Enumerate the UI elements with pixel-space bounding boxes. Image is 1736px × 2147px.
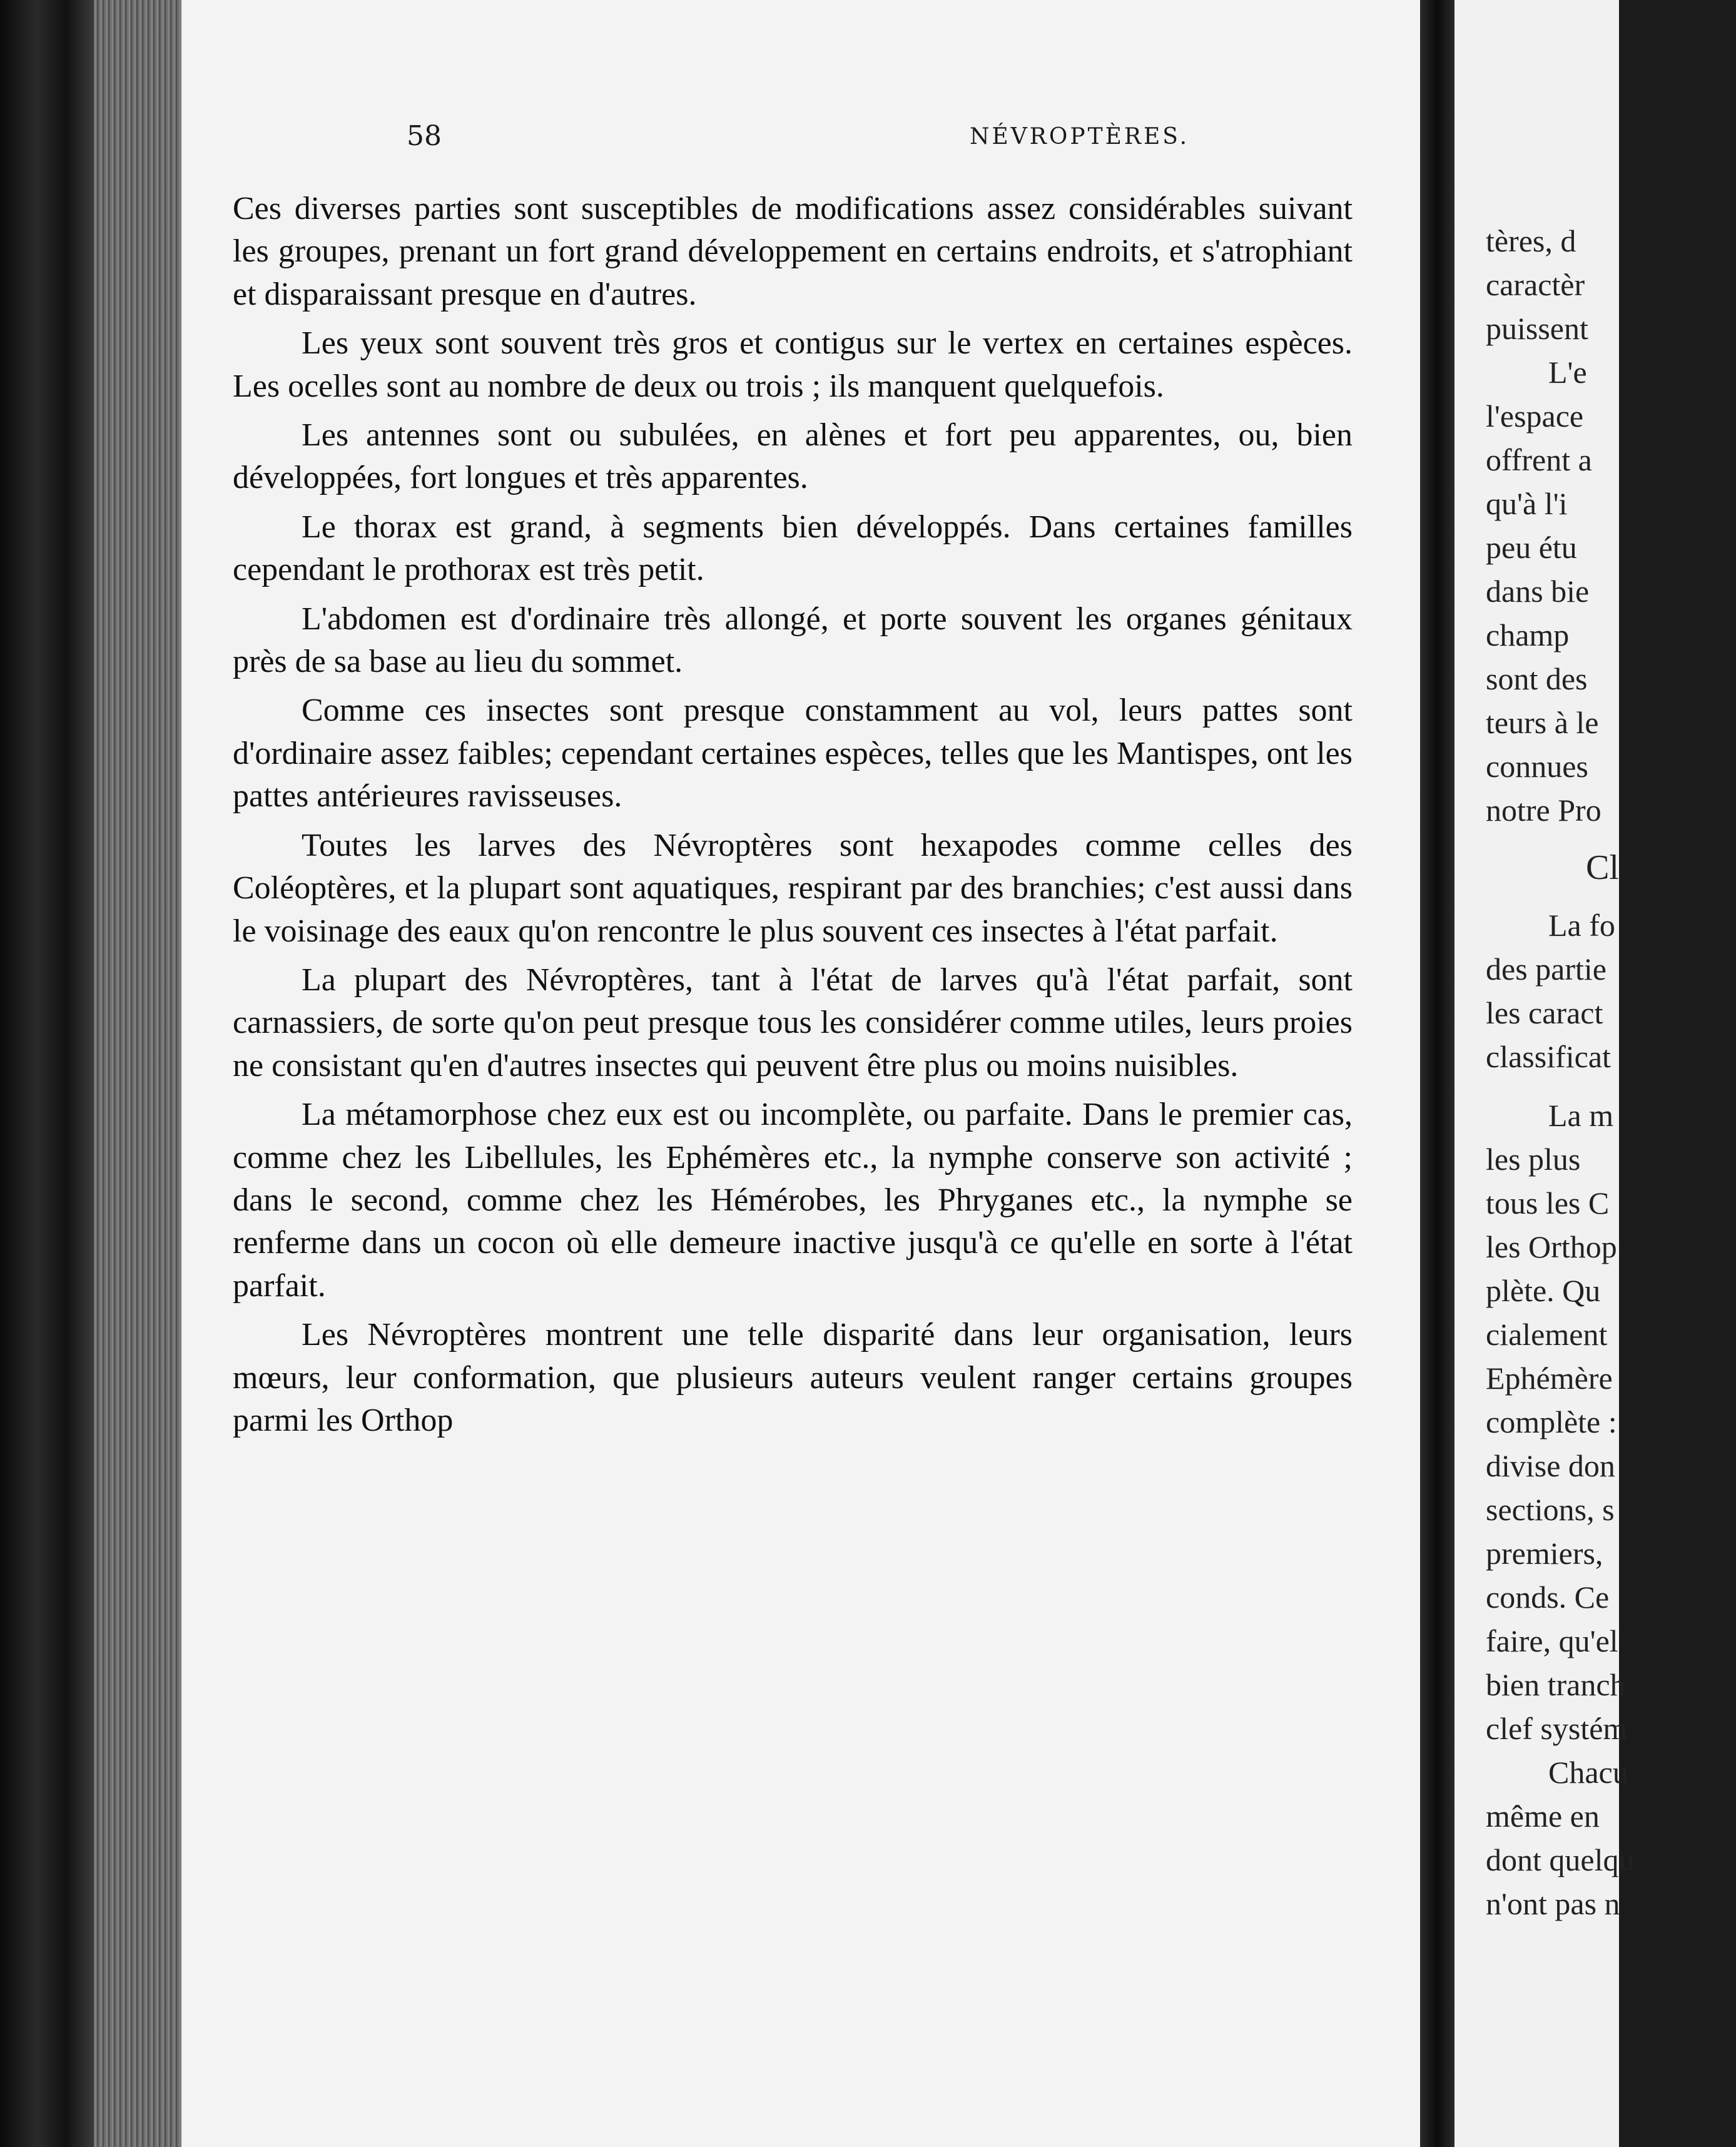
text-line: plète. Qu [1486,1273,1601,1308]
text-line: champ [1486,617,1570,652]
text-line: Ephémère [1486,1361,1613,1396]
paragraph: Les Névroptères montrent une telle disparité dans leur organisation, leurs mœurs, leur conformation, que plusieurs auteurs veulent ranger certains groupes parmi les Orthop [233,1317,1353,1438]
page-edge-stack [94,0,181,2147]
paragraph: La plupart des Névroptères, tant à l'état de larves qu'à l'état parfait, sont carnassiers, de sorte qu'on peut presque tous les considérer comme utiles, leurs proies ne consistant qu'en d'autres insectes qui peuvent être plus ou moins nuisibles. [233,962,1353,1084]
text-line: clef systém [1486,1711,1628,1746]
text-line: tous les C [1486,1185,1610,1221]
paragraph: Ces diverses parties sont susceptibles de modifications assez considérables suivant les groupes, prenant un fort grand développement en certains endroits, et s'atrophiant et disparaissant presque en d'autres. [233,191,1353,312]
text-line: Chacu [1548,1755,1628,1790]
text-line: complète : [1486,1404,1617,1439]
text-line: connues [1486,749,1588,784]
text-line: peu étu [1486,530,1577,565]
text-line: caractèr [1486,267,1585,302]
text-line: les plus [1486,1142,1581,1177]
paragraph: La métamorphose chez eux est ou incomplète, ou parfaite. Dans le premier cas, comme chez les Libellules, les Ephémères etc., la nymphe conserve son activité ; dans le second, comme chez les Hémérobes, les Phryganes etc., la nymphe se renferme dans un cocon où elle demeure inactive jusqu'à ce qu'elle en sorte à l'état parfait. [233,1097,1353,1304]
text-line: qu'à l'i [1486,486,1568,521]
paragraph: Les antennes sont ou subulées, en alènes et fort peu apparentes, ou, bien développées, fort longues et très apparentes. [233,417,1353,496]
text-line: conds. Ce [1486,1580,1610,1615]
section-heading: Cl [1586,848,1619,887]
text-line: bien tranch [1486,1667,1626,1702]
text-line: puissent [1486,311,1588,346]
paragraph: Les yeux sont souvent très gros et contigus sur le vertex en certaines espèces. Les ocelles sont au nombre de deux ou trois ; ils manquent quelquefois. [233,325,1353,404]
paragraph: L'abdomen est d'ordinaire très allongé, et porte souvent les organes génitaux près de sa base au lieu du sommet. [233,601,1353,680]
text-line: dans bie [1486,574,1590,609]
text-line: premiers, [1486,1536,1603,1571]
book-gutter [1420,0,1454,2147]
paragraph: Le thorax est grand, à segments bien développés. Dans certaines familles cependant le prothorax est très petit. [233,509,1353,588]
text-line: divise don [1486,1448,1615,1483]
text-line: La fo [1548,908,1615,943]
text-line: l'espace [1486,398,1584,434]
text-line: cialement [1486,1317,1608,1352]
text-line: classificat [1486,1039,1611,1074]
page-number: 58 [407,120,442,152]
running-head [181,120,1420,158]
text-line: La m [1548,1098,1614,1133]
text-line: offrent a [1486,442,1592,477]
text-line: teurs à le [1486,705,1599,740]
text-line: L'e [1548,355,1587,390]
text-line: n'ont pas n [1486,1886,1620,1921]
left-page-body [233,188,1353,1448]
text-line: dont quelqu [1486,1842,1635,1877]
paragraph: Comme ces insectes sont presque constamment au vol, leurs pattes sont d'ordinaire assez faibles; cependant certaines espèces, telles que les Mantispes, ont les pattes antérieures ravisseuses. [233,693,1353,815]
right-page-text [1486,219,1736,1926]
text-line: des partie [1486,952,1607,987]
text-line: faire, qu'el [1486,1623,1618,1658]
text-line: les Orthop [1486,1229,1617,1264]
text-line: notre Pro [1486,793,1601,828]
book-spine-shadow [0,0,94,2147]
text-line: sections, s [1486,1492,1615,1527]
text-line: sont des [1486,661,1588,696]
text-line: même en [1486,1799,1600,1834]
text-line: tères, d [1486,223,1576,258]
text-line: les caract [1486,995,1603,1030]
running-head-title: NÉVROPTÈRES. [970,124,1190,150]
right-page [1454,0,1635,2147]
paragraph: Toutes les larves des Névroptères sont hexapodes comme celles des Coléoptères, et la plupart sont aquatiques, respirant par des branchies; c'est aussi dans le voisinage des eaux qu'on rencontre le plus souvent ces insectes à l'état parfait. [233,827,1353,949]
